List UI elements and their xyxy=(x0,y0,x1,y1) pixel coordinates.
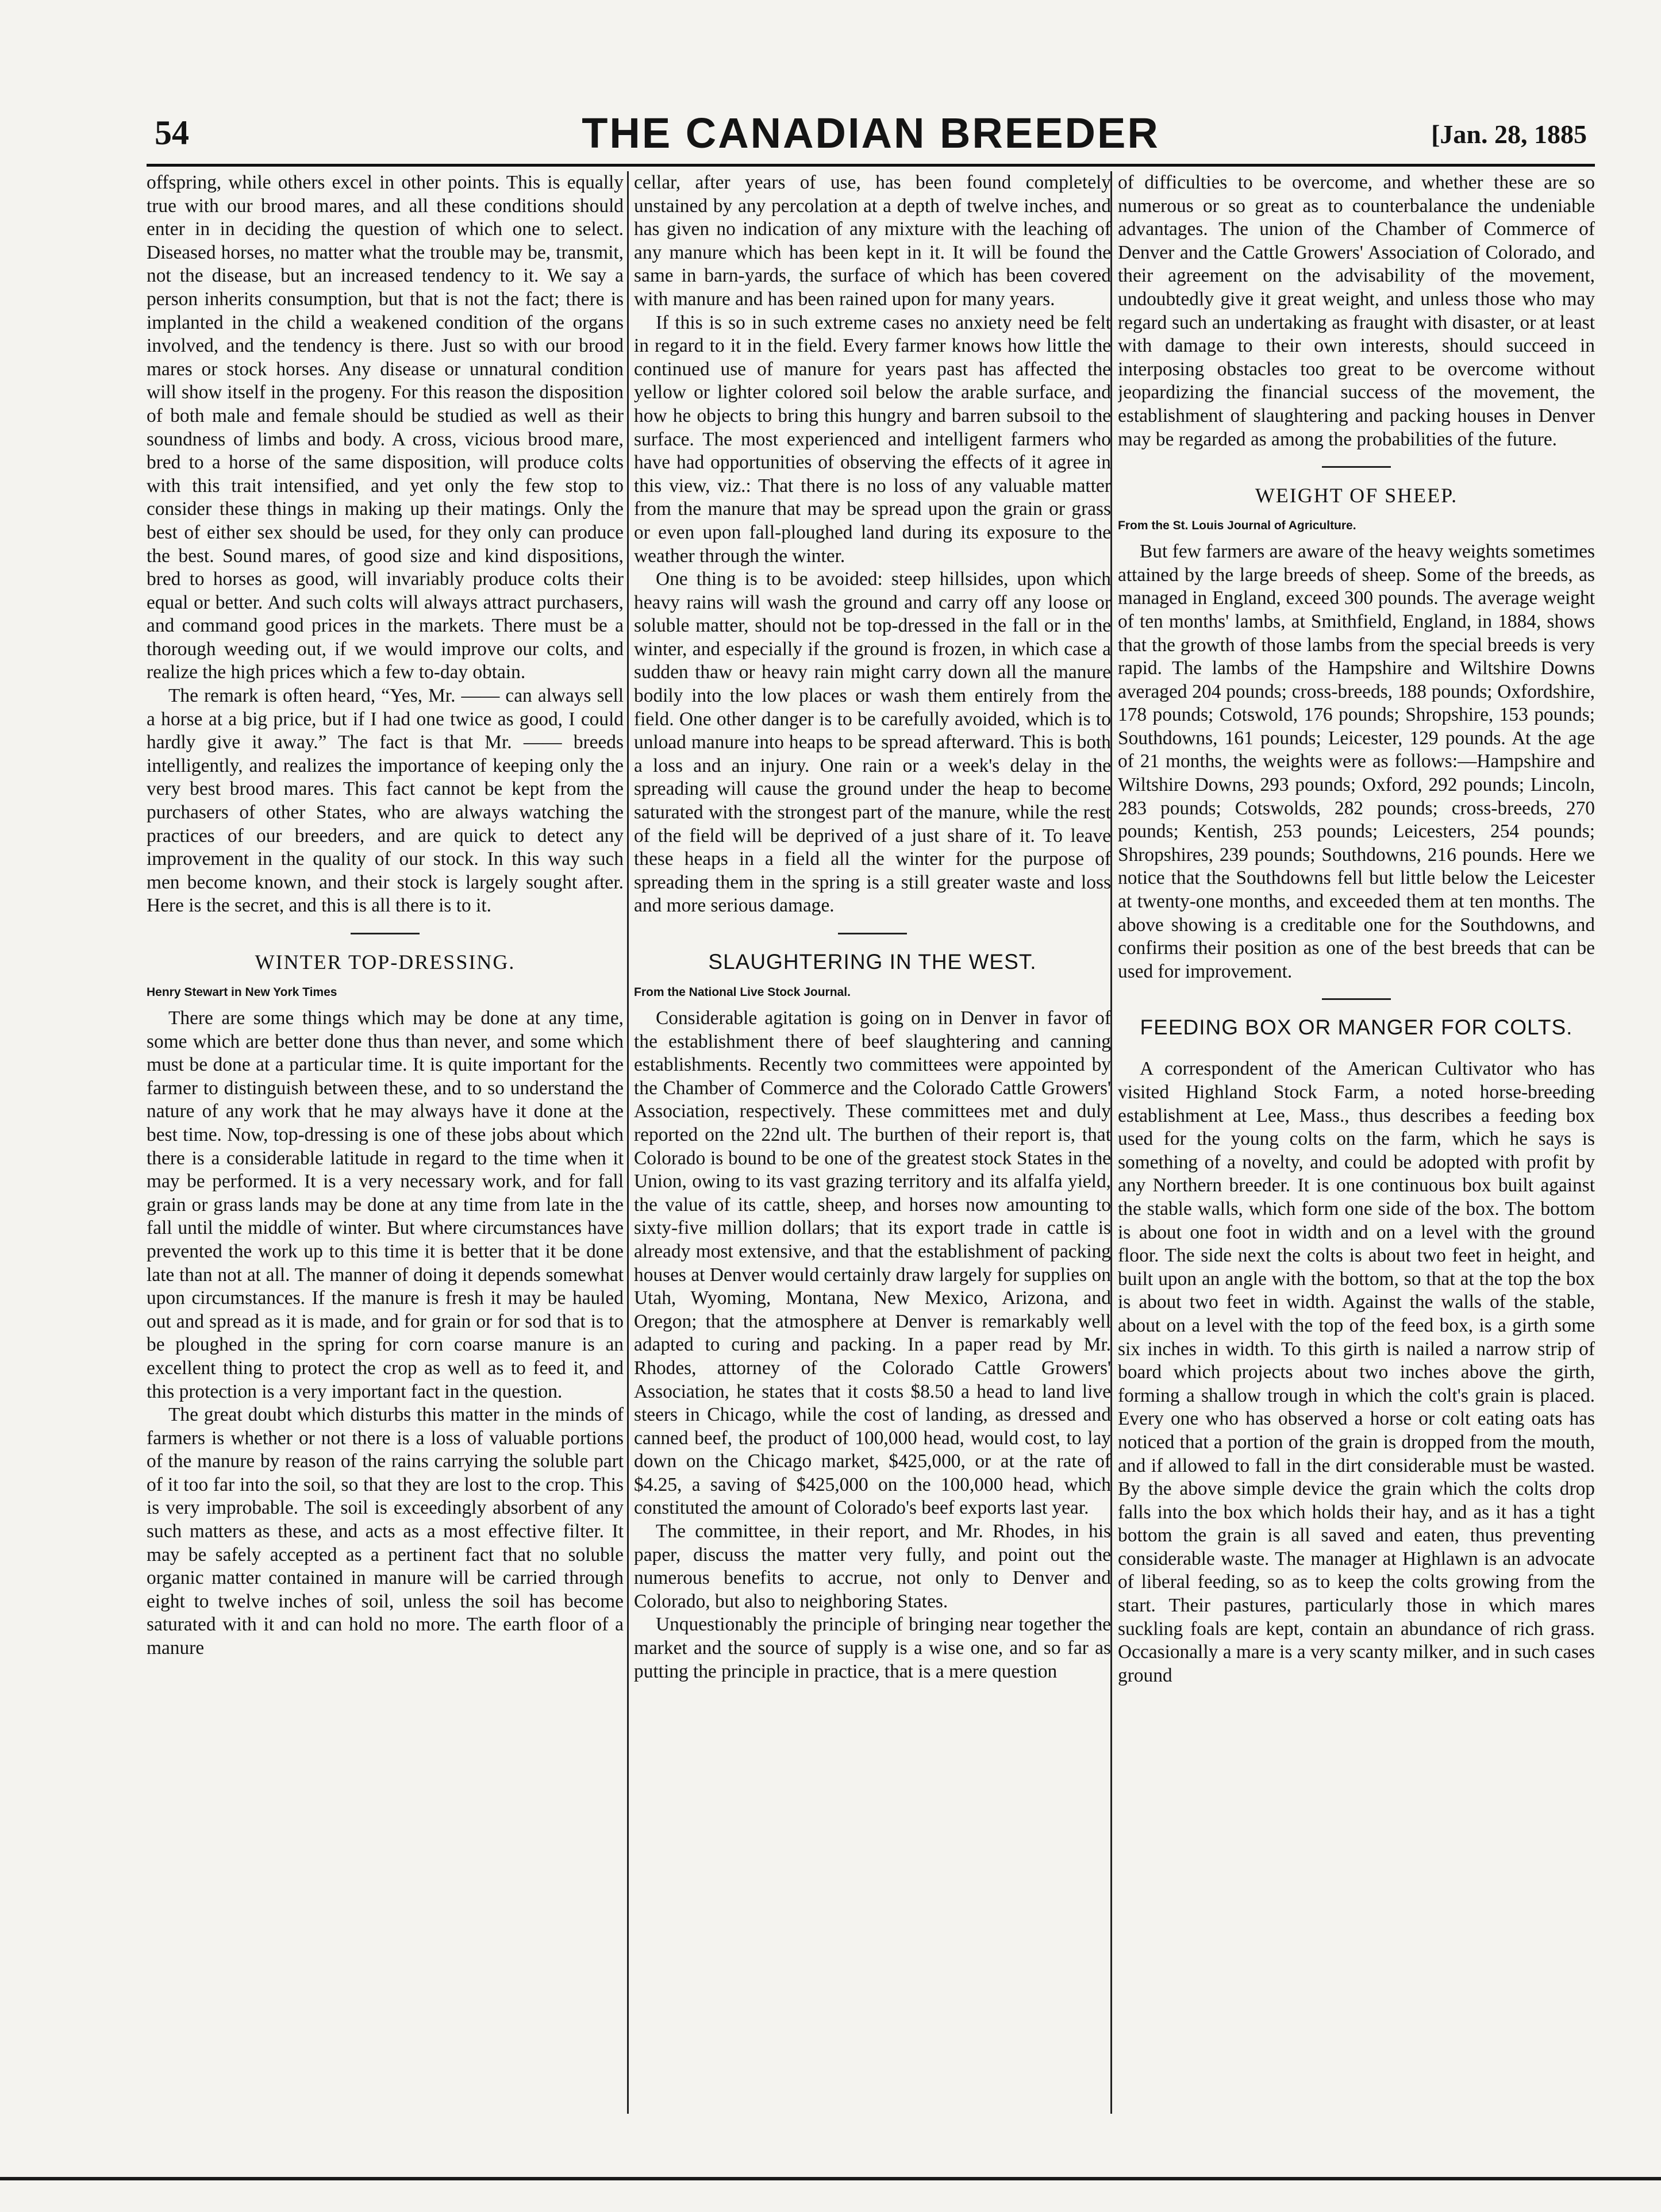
article-paragraph: offspring, while others excel in other points. This is equally true with our brood mares, and all these conditions should enter in in deciding the question of which one to select. Diseased horses, no matter what the trouble may be, transmit, not the disease, but an increased tendency to it. We say a person inherits consumption, but that is not the fact; there is implanted in the child a weakened condition of the organs involved, and the tendency is there. Just so with our brood mares or stock horses. Any disease or unnatural condition will show itself in the progeny. For this reason the disposition of both male and female should be studied as well as their soundness of limbs and body. A cross, vicious brood mare, bred to a horse of the same disposition, will produce colts with this trait intensified, and yet only the few stop to consider these things in making up their matings. Only the best of either sex should be used, for they only can produce the best. Sound mares, of good size and kind dispositions, bred to horses as good, will invariably produce colts their equal or better. And such colts will always attract purchasers, and command good prices in the markets. There must be a thorough weeding out, if we would improve our colts, and realize the high prices which a few to-day obtain. xyxy=(147,172,624,683)
column-divider-1 xyxy=(627,171,629,2114)
section-separator xyxy=(1322,466,1391,468)
issue-date: [Jan. 28, 1885 xyxy=(1431,120,1587,149)
article-paragraph: The great doubt which disturbs this matter in the minds of farmers is whether or not there is a loss of valuable portions of the manure by reason of the rains carrying the soluble part of it too far into the soil, so that they are lost to the crop. This is very improbable. The soil is exceedingly absorbent of any such matters as these, and acts as a most effective filter. It may be safely accepted as a pertinent fact that no soluble organic matter contained in manure will be carried through eight to twelve inches of soil, unless the soil has become saturated with it and can hold no more. The earth floor of a manure xyxy=(147,1404,624,1659)
masthead xyxy=(147,106,1595,158)
article-byline: Henry Stewart in New York Times xyxy=(147,986,337,999)
article-heading-winter-top-dressing: WINTER TOP-DRESSING. xyxy=(255,951,516,974)
masthead-rule xyxy=(147,164,1595,167)
article-byline: From the National Live Stock Journal. xyxy=(634,986,851,999)
article-paragraph: If this is so in such extreme cases no anxiety need be felt in regard to it in the field. Every farmer knows how little the continued use of manure for years past has affected the yellow or lighter colored soil below the arable surface, and how he objects to bring this hungry and barren subsoil to the surface. The most experienced and intelligent farmers who have had opportunities of observing the effects of it agree in this view, viz.: That there is no loss of any valuable matter from the manure that may be spread upon the grain or grass or even upon fall-ploughed land during its exposure to the weather through the winter. xyxy=(634,311,1111,567)
article-paragraph: The remark is often heard, “Yes, Mr. —— can always sell a horse at a big price, but if I had one twice as good, I could hardly give it away.” The fact is that Mr. —— breeds intelligently, and realizes the importance of keeping only the very best brood mares. This fact cannot be kept from the purchasers of other States, who are always watching the practices of our breeders, and are quick to detect any improvement in the quality of our stock. In this way such men become known, and their stock is largely sought after. Here is the secret, and this is all there is to it. xyxy=(147,685,624,917)
section-separator xyxy=(351,933,420,934)
article-heading-weight-of-sheep: WEIGHT OF SHEEP. xyxy=(1255,484,1458,507)
article-paragraph: There are some things which may be done at any time, some which are better done thus than never, and some which must be done at a particular time. It is quite important for the farmer to distinguish between these, and to so understand the nature of any work that he may always have it done at the best time. Now, top-dressing is one of these jobs about which there is a considerable latitude in regard to the time when it may be performed. It is a very necessary work, and for fall grain or grass lands may be done at any time from late in the fall until the middle of winter. But where circumstances have prevented the work up to this time it is better that it be done late than not at all. The manner of doing it depends somewhat upon circumstances. If the manure is fresh it may be hauled out and spread as it is made, and for grain or for sod that is to be ploughed in the spring for corn coarse manure is an excellent thing to protect the crop as well as to feed it, and this protection is a very important fact in the question. xyxy=(147,1007,624,1402)
article-heading-slaughtering: SLAUGHTERING IN THE WEST. xyxy=(708,950,1037,974)
article-paragraph: But few farmers are aware of the heavy weights sometimes attained by the large breeds of sheep. Some of the breeds, as managed in England, exceed 300 pounds. The average weight of ten months' lambs, at Smithfield, England, in 1884, shows that the growth of those lambs from the special breeds is very rapid. The lambs of the Hampshire and Wiltshire Downs averaged 204 pounds; cross-breeds, 188 pounds; Oxfordshire, 178 pounds; Cotswold, 176 pounds; Shropshire, 153 pounds; Southdowns, 161 pounds; Leicester, 129 pounds. At the age of 21 months, the weights were as follows:—Hampshire and Wiltshire Downs, 293 pounds; Oxford, 292 pounds; Lincoln, 283 pounds; Cotswolds, 282 pounds; cross-breeds, 270 pounds; Kentish, 253 pounds; Leicesters, 254 pounds; Shropshires, 239 pounds; Southdowns, 216 pounds. Here we notice that the Southdowns fell but little below the Leicester at twenty-one months, and exceeded them at ten months. The above showing is a creditable one for the Southdowns, and confirms their position as one of the best breeds that can be used for improvement. xyxy=(1118,541,1595,982)
article-paragraph: Unquestionably the principle of bringing near together the market and the source of supply is a wise one, and so far as putting the principle in practice, that is a mere question xyxy=(634,1614,1111,1682)
column-2 xyxy=(634,171,1111,2119)
section-separator xyxy=(838,933,907,934)
article-byline: From the St. Louis Journal of Agriculture. xyxy=(1118,519,1356,533)
article-paragraph: of difficulties to be overcome, and whether these are so numerous or so great as to counterbalance the undeniable advantages. The union of the Chamber of Commerce of Denver and the Cattle Growers' Association of Colorado, and their agreement on the advisability of the movement, undoubtedly give it great weight, and unless those who may regard such an undertaking as fraught with disaster, or at least with damage to their own interests, should succeed in interposing obstacles too great to be overcome without jeopardizing the financial success of the movement, the establishment of slaughtering and packing houses in Denver may be regarded as among the probabilities of the future. xyxy=(1118,172,1595,450)
column-1 xyxy=(147,171,624,2119)
column-3 xyxy=(1118,171,1595,2119)
article-paragraph: A correspondent of the American Cultivator who has visited Highland Stock Farm, a noted horse-breeding establishment at Lee, Mass., thus describes a feeding box used for the young colts on the farm, which he says is something of a novelty, and could be adopted with profit by any Northern breeder. It is one continuous box built against the stable walls, which form one side of the box. The bottom is about one foot in width and on a level with the ground floor. The side next the colts is about two feet in height, and built upon an angle with the bottom, so that at the top the box is about two feet in width. Against the walls of the stable, about on a level with the top of the feed box, is a girth some six inches in width. To this girth is nailed a narrow strip of board which projects about two inches above the girth, forming a shallow trough in which the colt's grain is placed. Every one who has observed a horse or colt eating oats has noticed that a portion of the grain is dropped from the mouth, and if allowed to fall in the dirt considerable must be wasted. By the above simple device the grain which the colts drop falls into the box which holds their hay, and as it has a tight bottom the grain is all saved and eaten, thus preventing considerable waste. The manager at Highlawn is an advocate of liberal feeding, so as to keep the colts growing from the start. Their pastures, particularly those in which mares suckling foals are kept, contain an abundance of rich grass. Occasionally a mare is a very scanty milker, and in such cases ground xyxy=(1118,1058,1595,1686)
article-paragraph: One thing is to be avoided: steep hillsides, upon which heavy rains will wash the ground and carry off any loose or soluble matter, should not be top-dressed in the fall or in the winter, and especially if the ground is frozen, in which case a sudden thaw or heavy rain might carry down all the manure bodily into the low places or wash them entirely from the field. One other danger is to be carefully avoided, which is to unload manure into heaps to be spread afterward. This is both a loss and an injury. One rain or a week's delay in the spreading will cause the ground under the heap to become saturated with the strongest part of the manure, while the rest of the field will be deprived of a just share of it. To leave these heaps in a field all the winter for the purpose of spreading them in the spring is a still greater waste and loss and more serious damage. xyxy=(634,568,1111,917)
article-heading-feeding-box: FEEDING BOX OR MANGER FOR COLTS. xyxy=(1140,1015,1573,1040)
article-paragraph: The committee, in their report, and Mr. Rhodes, in his paper, discuss the matter very fully, and point out the numerous benefits to accrue, not only to Denver and Colorado, but also to neighboring States. xyxy=(634,1521,1111,1612)
page-bottom-rule xyxy=(0,2177,1661,2180)
page-number: 54 xyxy=(155,114,189,152)
section-separator xyxy=(1322,998,1391,1000)
article-paragraph: Considerable agitation is going on in Denver in favor of the establishment there of beef slaughtering and canning establishments. Recently two committees were appointed by the Chamber of Commerce and the Colorado Cattle Growers' Association, respectively. These committees met and duly reported on the 22nd ult. The burthen of their report is, that Colorado is bound to be one of the greatest stock States in the Union, owing to its vast grazing territory and its alfalfa yield, the value of its cattle, sheep, and horses now amounting to sixty-five million dollars; that its export trade in cattle is already most extensive, and that the establishment of packing houses at Denver would certainly draw largely for supplies on Utah, Wyoming, Montana, New Mexico, Arizona, and Oregon; that the atmosphere at Denver is remarkably well adapted to curing and packing. In a paper read by Mr. Rhodes, attorney of the Colorado Cattle Growers' Association, he states that it costs $8.50 a head to land live steers in Chicago, while the cost of landing, as dressed and canned beef, the product of 100,000 head, would cost, to lay down on the Chicago market, $425,000, or at the rate of $4.25, a saving of $425,000 on the 100,000 head, which constituted the amount of Colorado's beef exports last year. xyxy=(634,1007,1111,1519)
article-paragraph: cellar, after years of use, has been found completely unstained by any percolation at a depth of twelve inches, and has given no indication of any mixture with the leaching of any manure which has been kept in it. It will be found the same in barn-yards, the surface of which has been covered with manure and has been rained upon for many years. xyxy=(634,172,1111,310)
publication-title: THE CANADIAN BREEDER xyxy=(582,109,1160,157)
